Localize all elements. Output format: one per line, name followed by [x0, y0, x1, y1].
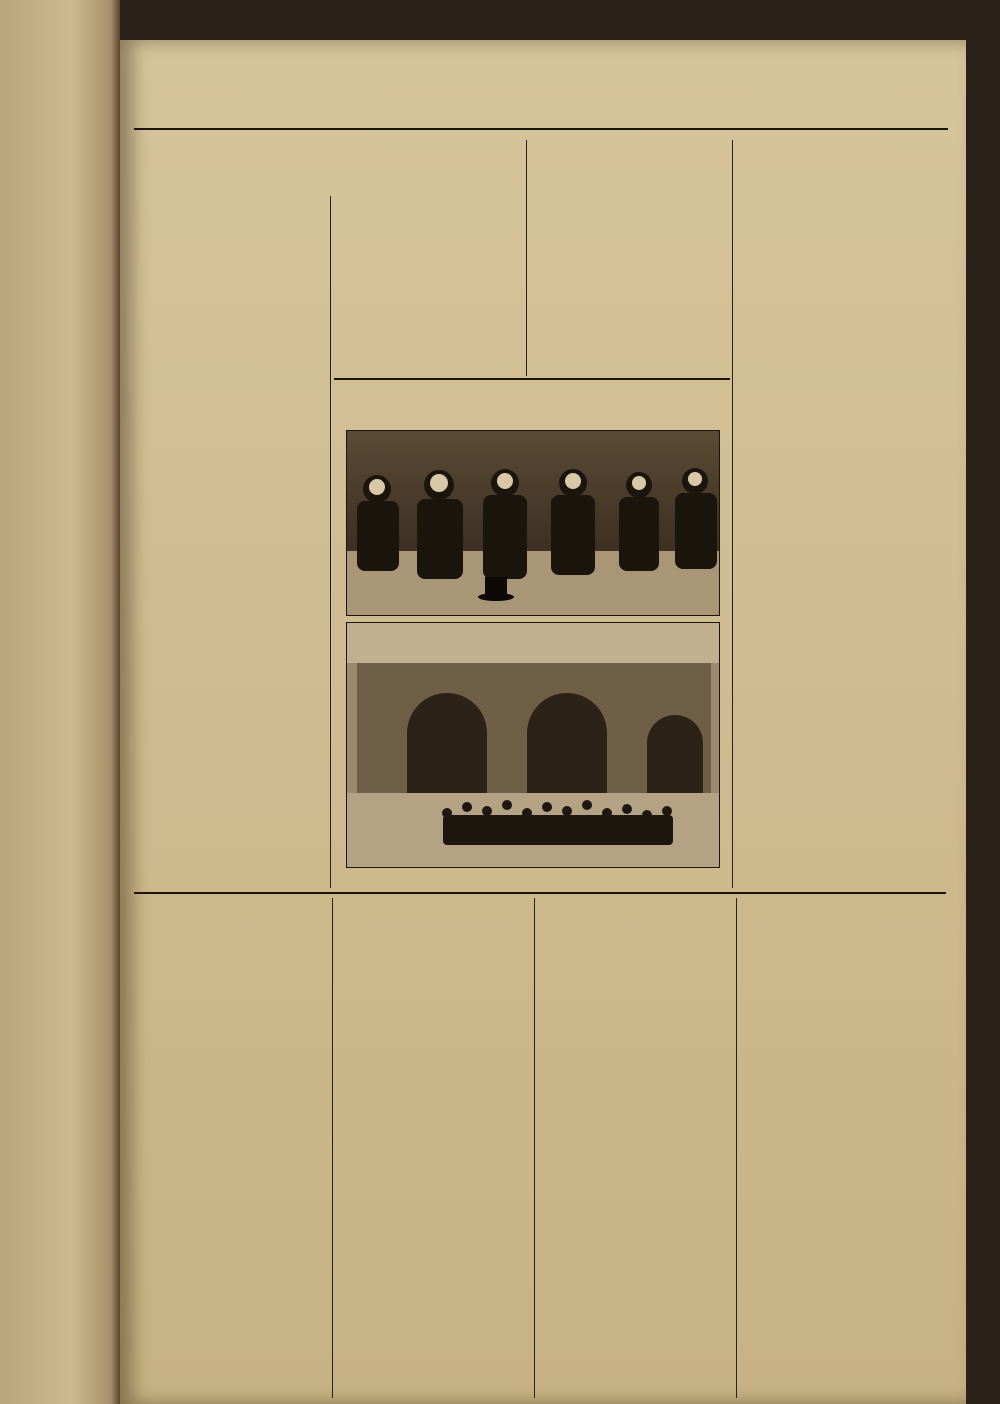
- article2-col4-and-magazines: [740, 900, 946, 1400]
- article2-col1: [134, 950, 330, 1400]
- article1-col3: [530, 142, 728, 376]
- photo-festival: [346, 622, 720, 868]
- tribune-photo-image: [347, 431, 720, 616]
- article1-col1: [134, 196, 326, 888]
- newspaper-page: [120, 40, 966, 1404]
- right-column: [738, 142, 946, 888]
- article2-col3: [538, 900, 732, 1400]
- photo-tribune: [346, 430, 720, 616]
- festival-photo-image: [347, 623, 720, 868]
- article2-col2: [336, 900, 532, 1400]
- left-page-fragment: [0, 0, 120, 1404]
- article1-col2: [334, 196, 522, 376]
- masthead: [134, 104, 948, 130]
